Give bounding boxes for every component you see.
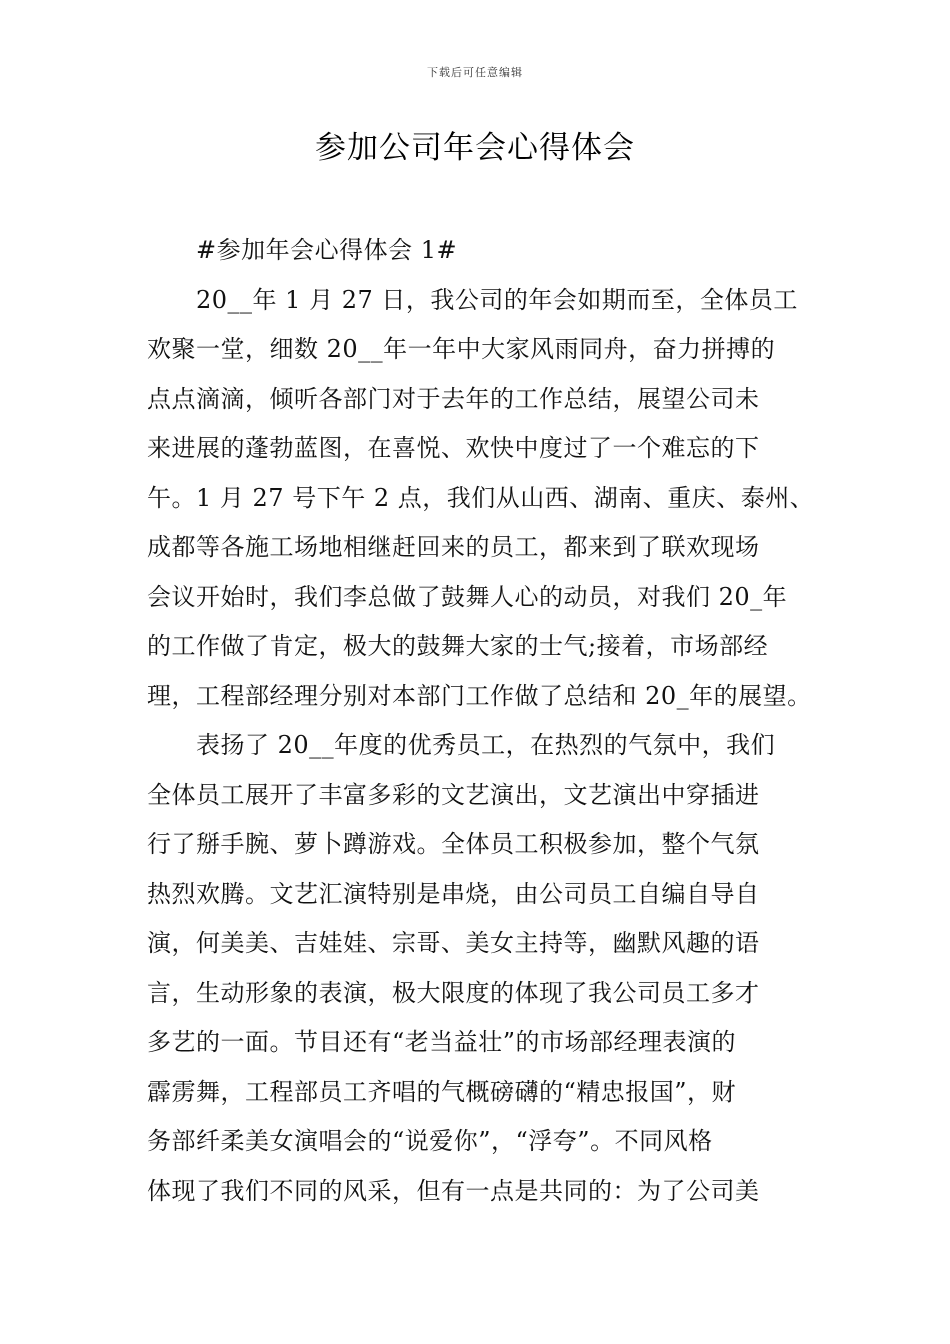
paragraph-line: 务部纤柔美女演唱会的“说爱你”，“浮夸”。不同风格	[147, 1127, 713, 1155]
paragraph-line: 热烈欢腾。文艺汇演特别是串烧，由公司员工自编自导自	[147, 879, 760, 908]
paragraph-line: 行了掰手腕、萝卜蹲游戏。全体员工积极参加，整个气氛	[147, 830, 760, 858]
paragraph-line: 全体员工展开了丰富多彩的文艺演出，文艺演出中穿插进	[147, 780, 760, 809]
paragraph-line: 理，工程部经理分别对本部门工作做了总结和 20_年的展望。	[147, 681, 812, 710]
paragraph-line: 的工作做了肯定，极大的鼓舞大家的士气;接着，市场部经	[147, 632, 769, 660]
document-body	[147, 226, 837, 1216]
paragraph-line: 演，何美美、吉娃娃、宗哥、美女主持等，幽默风趣的语	[147, 929, 760, 957]
paragraph-1	[147, 276, 837, 722]
paragraph-line: 表扬了 20__年度的优秀员工，在热烈的气氛中，我们	[196, 731, 776, 759]
document-title: 参加公司年会心得体会	[315, 130, 635, 166]
paragraph-line: 20__年 1 月 27 日，我公司的年会如期而至，全体员工	[196, 285, 798, 314]
paragraph-line: 多艺的一面。节目还有“老当益壮”的市场部经理表演的	[147, 1028, 737, 1056]
paragraph-line: 来进展的蓬勃蓝图，在喜悦、欢快中度过了一个难忘的下	[147, 434, 760, 462]
section-heading: #参加年会心得体会 1#	[196, 236, 458, 264]
page-header-note: 下载后可任意编辑	[427, 66, 523, 79]
paragraph-line: 成都等各施工场地相继赶回来的员工，都来到了联欢现场	[147, 533, 760, 561]
paragraph-2	[147, 721, 837, 1216]
paragraph-line: 午。1 月 27 号下午 2 点，我们从山西、湖南、重庆、泰州、	[147, 483, 815, 512]
paragraph-line: 会议开始时，我们李总做了鼓舞人心的动员，对我们 20_年	[147, 582, 788, 611]
paragraph-line: 点点滴滴，倾听各部门对于去年的工作总结，展望公司未	[147, 384, 760, 413]
paragraph-line: 体现了我们不同的风采，但有一点是共同的：为了公司美	[147, 1176, 760, 1205]
paragraph-line: 欢聚一堂，细数 20__年一年中大家风雨同舟，奋力拼搏的	[147, 335, 776, 363]
paragraph-line: 言，生动形象的表演，极大限度的体现了我公司员工多才	[147, 978, 760, 1007]
paragraph-line: 霹雳舞，工程部员工齐唱的气概磅礴的“精忠报国”，财	[147, 1077, 737, 1106]
